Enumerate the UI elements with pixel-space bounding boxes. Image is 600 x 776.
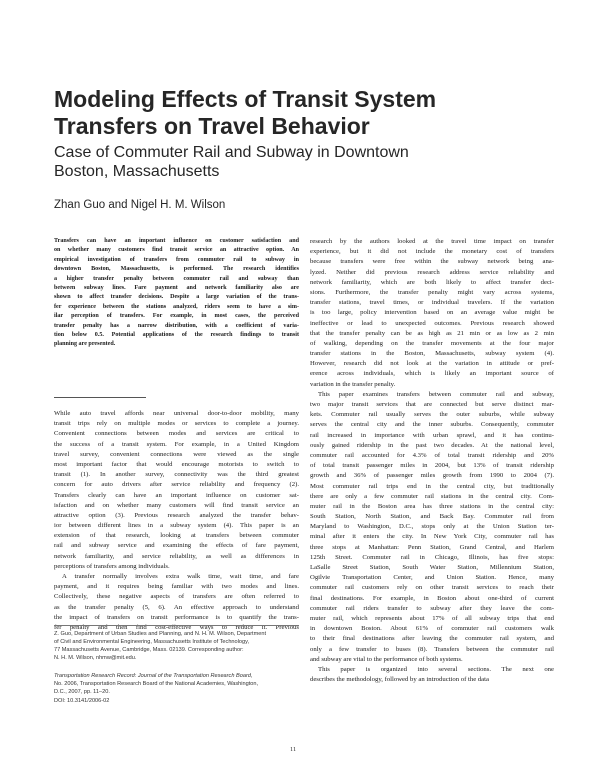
body-line: rail increased in importance with urban sprawl, and it has continu- bbox=[310, 431, 554, 439]
abstract-line: on whether many customers find transit service an attractive option. An bbox=[54, 247, 299, 254]
footnote-line: 77 Massachusetts Avenue, Cambridge, Mass. 02139. Corresponding author: bbox=[54, 647, 244, 654]
body-line: network familiarity, and service reliability, as well as differences in bbox=[54, 552, 299, 560]
doi-line: DOI: 10.3141/2006-02 bbox=[54, 698, 110, 704]
body-line: as the transfer penalty (5, 6). An effective approach to understand bbox=[54, 603, 299, 611]
body-line: Convenient connections between modes and services are critical to bbox=[54, 430, 299, 438]
authors: Zhan Guo and Nigel H. M. Wilson bbox=[54, 199, 226, 211]
body-line: Most commuter rail trips end in the central city, but traditionally bbox=[310, 482, 554, 490]
body-line: transit (1). In another survey, connectivity was the third greatest bbox=[54, 471, 299, 479]
body-line: concern for auto drivers after service reliability and frequency (2). bbox=[54, 481, 299, 489]
body-line: A transfer normally involves extra walk time, wait time, and fare bbox=[62, 573, 299, 580]
body-column-left bbox=[54, 409, 299, 633]
body-line: in downtown Boston. About 61% of commuter rail customers walk bbox=[310, 625, 554, 633]
author-affiliation-footnote bbox=[54, 630, 299, 662]
footnote-line: D.C., 2007, pp. 11–20. bbox=[54, 689, 110, 696]
body-line: This paper is organized into several sections. The next one bbox=[318, 665, 554, 673]
body-line: However, research did not look at the variation in attitude or pref- bbox=[310, 360, 554, 368]
body-line: Maryland to Washington, D.C., stops only at the Union Station ter- bbox=[310, 523, 554, 531]
body-line: to their final destinations after leaving the commuter rail system, and bbox=[310, 635, 554, 643]
abstract-line: fer experience between the stations analyzed, riders seem to have a sim- bbox=[54, 303, 299, 310]
body-line: is too large, policy intervention based on an average value might be bbox=[310, 309, 554, 317]
body-line: transit trips rely on multiple modes or services to complete a journey. bbox=[54, 420, 299, 428]
paper-subtitle bbox=[54, 143, 554, 181]
body-line: research by the authors looked at the travel time impact on transfer bbox=[310, 238, 554, 245]
body-line: transfer stations in the Boston, Massachusetts, subway system (4). bbox=[310, 350, 554, 358]
body-line: and subway are vital to the performance of both systems. bbox=[310, 655, 463, 663]
body-line: attractive option (3). Previous research analyzed the transfer behav- bbox=[54, 511, 299, 519]
body-line: rail and subway service and examining the effects of fare payment, bbox=[54, 542, 299, 550]
body-line: ior between different lines in a subway system (4). This paper is an bbox=[54, 522, 299, 530]
body-line: minal after it enters the city. In New York City, commuter rail has bbox=[310, 533, 554, 541]
body-line: commuter rail customers rely on other transit services to reach their bbox=[310, 584, 554, 592]
body-line: sions. Furthermore, the transfer penalty might vary across systems, bbox=[310, 288, 554, 296]
abstract-line: empirical investigation of transfers from commuter rail to subway in bbox=[54, 256, 299, 263]
footnote-line: Z. Guo, Department of Urban Studies and Planning, and N. H. M. Wilson, Department bbox=[54, 631, 267, 637]
doi bbox=[54, 697, 299, 705]
body-line: commuter rail accounted for 4.3% of total transit ridership and 20% bbox=[310, 451, 554, 459]
body-line: two major transit services that are connected but serve distinct mar- bbox=[310, 401, 554, 408]
paper-subtitle-line: Case of Commuter Rail and Subway in Downtown bbox=[54, 144, 409, 161]
body-line: Collectively, these negative aspects of transfers are often referred to bbox=[54, 593, 299, 601]
body-line: fer penalty and then find cost-effective ways to reduce it. Previous bbox=[54, 623, 299, 631]
abstract-line: planning are presented. bbox=[54, 341, 116, 348]
body-line: final destinations. For example, in Boston about one-third of current bbox=[310, 594, 554, 602]
abstract-line: transfer penalty has a narrow distribution, with a coefficient of varia- bbox=[54, 322, 299, 329]
body-line: LaSalle Street Station, South Water Station, Millennium Station, bbox=[310, 564, 554, 571]
paper-subtitle-line: Boston, Massachusetts bbox=[54, 163, 220, 180]
body-line: muter rail, which represents about 17% of all subway trips that end bbox=[310, 614, 554, 622]
paper-title-line: Transfers on Travel Behavior bbox=[54, 113, 370, 139]
body-line: of total transit passenger miles in 2004, but 13% of transit ridership bbox=[310, 462, 554, 470]
body-line: Ogilvie Transportation Center, and Union Station. Hence, many bbox=[310, 574, 554, 582]
body-line: of walking, depending on the transfer movements at the four major bbox=[310, 339, 554, 347]
body-line: network familiarity, which are both likely to affect transfer deci- bbox=[310, 278, 554, 286]
body-line: three stops at Manhattan: Penn Station, Grand Central, and Harlem bbox=[310, 543, 554, 551]
abstract-line: between subway lines. Fare payment and network familiarity also are bbox=[54, 284, 299, 291]
abstract bbox=[54, 237, 299, 350]
page-number: 11 bbox=[290, 746, 297, 753]
body-line: because transfers were free within the subway network being ana- bbox=[310, 258, 554, 266]
body-line: there are only a few commuter rail stations in the central city. Com- bbox=[310, 492, 554, 500]
body-line: ously gained ridership in the past two decades. At the national level, bbox=[310, 441, 554, 449]
footnote-line: Transportation Research Record: Journal of the Transportation Research Board, bbox=[54, 673, 253, 679]
body-line: Transfers clearly can have an important influence on customer sat- bbox=[54, 491, 299, 499]
paper-title bbox=[54, 86, 554, 140]
body-line: commuter rail riders transfer to subway after they leave the com- bbox=[310, 604, 554, 612]
body-line: 125th Street. Commuter rail in Chicago, Illinois, has five stops: bbox=[310, 553, 554, 561]
body-column-right bbox=[310, 237, 554, 685]
abstract-line: Transfers can have an important influence on customer satisfaction and bbox=[54, 238, 299, 244]
body-line: erence across individuals, which is likely an important source of bbox=[310, 370, 554, 378]
abstract-line: a higher transfer penalty between commuter rail and subway than bbox=[54, 275, 299, 282]
body-line: that the transfer penalty can be as high as 21 min or as low as 2 min bbox=[310, 329, 554, 337]
paper-title-line: Modeling Effects of Transit System bbox=[54, 86, 437, 112]
body-line: travel survey, convenient connections were viewed as the single bbox=[54, 450, 299, 458]
body-line: ineffective or lead to unexpected outcomes. Previous research showed bbox=[310, 319, 554, 327]
body-line: experience, but it did not include the monetary cost of transfers bbox=[310, 248, 554, 256]
body-line: lyzed. Neither did previous research address service reliability and bbox=[310, 268, 554, 276]
body-line: kets. Commuter rail usually serves the outer suburbs, while subway bbox=[310, 411, 554, 419]
abstract-line: tion below 0.5. Potential applications of the research findings to transit bbox=[54, 331, 299, 338]
abstract-divider bbox=[54, 397, 146, 398]
body-line: South Station, North Station, and Back Bay. Commuter rail from bbox=[310, 513, 554, 521]
abstract-line: downtown Boston, Massachusetts, is performed. The research identifies bbox=[54, 266, 299, 273]
body-line: the impact of transfers on transit performance is to quantify the trans- bbox=[54, 613, 299, 621]
abstract-line: shown to affect transfer decisions. Despite a large variation of the trans- bbox=[54, 294, 299, 301]
body-line: describes the methodology, followed by an introduction of the data bbox=[310, 676, 489, 684]
abstract-line: ilar perception of transfers. For example, in most cases, the perceived bbox=[54, 313, 299, 320]
body-line: payment, and it requires being familiar with two modes and lines. bbox=[54, 583, 299, 591]
body-line: muter rail in the Boston area has three stations in the central city: bbox=[310, 502, 554, 510]
body-line: perceptions of transfers among individuals. bbox=[54, 562, 170, 570]
body-line: most important factor that would encourage motorists to switch to bbox=[54, 460, 299, 468]
citation-footnote bbox=[54, 672, 299, 696]
body-line: transfer stations, travel times, or individual travelers. If the variation bbox=[310, 299, 554, 307]
body-line: serves the central city and the inner suburbs. Consequently, commuter bbox=[310, 421, 554, 429]
body-line: the success of a transit system. For example, in a United Kingdom bbox=[54, 440, 299, 448]
body-line: extension of that research, looking at transfers between commuter bbox=[54, 532, 299, 540]
body-line: only a few transfer to buses (8). Transfers between the commuter rail bbox=[310, 645, 554, 653]
body-line: variation in the transfer penalty. bbox=[310, 380, 396, 388]
body-line: growth and 36% of passenger miles growth from 1990 to 2004 (7). bbox=[310, 472, 554, 480]
footnote-divider bbox=[54, 625, 299, 626]
footnote-line: of Civil and Environmental Engineering, Massachusetts Institute of Technology, bbox=[54, 639, 250, 646]
body-line: isfaction and on whether many customers will find transit service an bbox=[54, 501, 299, 509]
footnote-line: N. H. M. Wilson, nhmw@mit.edu. bbox=[54, 655, 137, 662]
footnote-line: No. 2006, Transportation Research Board of the National Academies, Washington, bbox=[54, 681, 259, 688]
body-line: This paper examines transfers between commuter rail and subway, bbox=[318, 390, 554, 398]
body-line: While auto travel affords near universal door-to-door mobility, many bbox=[54, 410, 299, 417]
